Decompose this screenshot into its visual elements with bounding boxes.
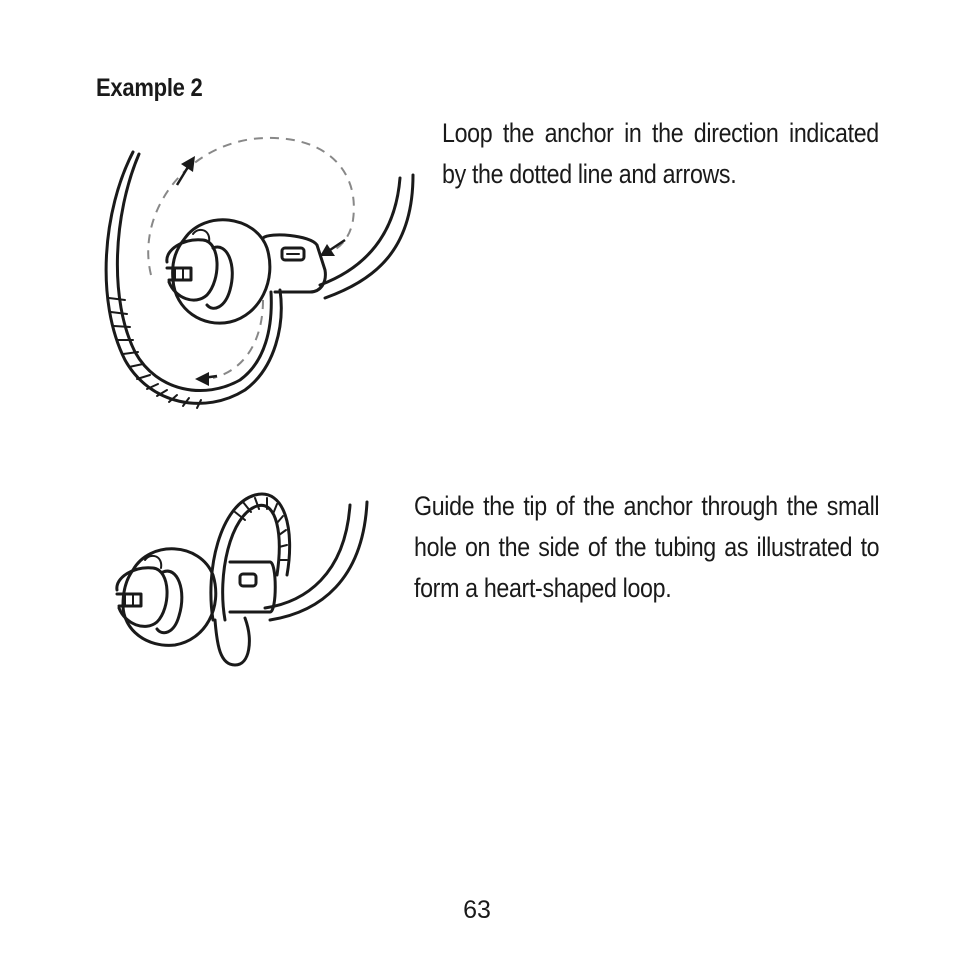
step-2-text: Guide the tip of the anchor through the small hole on the side of the tubing as illustrated to form a heart-shaped loop. — [414, 491, 880, 603]
page-number: 63 — [463, 896, 491, 924]
step-1-text: Loop the anchor in the direction indicated by the dotted line and arrows. — [442, 118, 879, 189]
section-heading: Example 2 — [96, 74, 203, 102]
heart-loop-illustration — [105, 490, 385, 670]
anchor-loop-illustration — [95, 130, 425, 420]
